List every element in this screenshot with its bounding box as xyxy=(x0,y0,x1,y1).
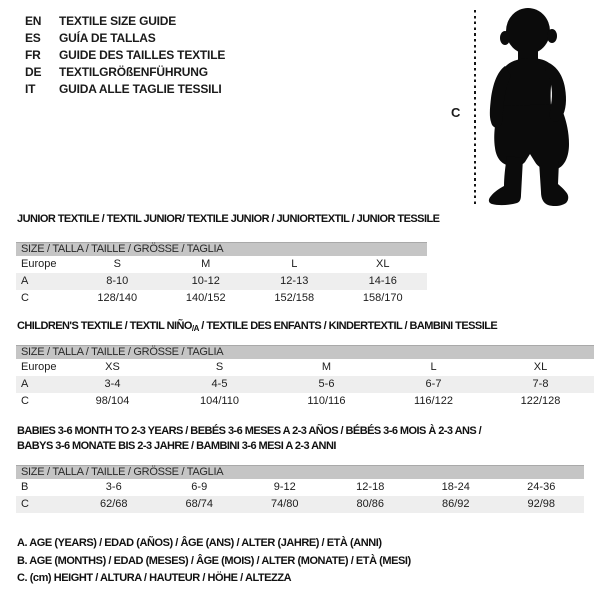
age-cell: 7-8 xyxy=(487,376,594,393)
height-dotted-line xyxy=(474,10,476,206)
guide-title-en: TEXTILE SIZE GUIDE xyxy=(59,14,177,28)
table-row xyxy=(16,479,584,496)
table-row xyxy=(16,359,594,376)
junior-textile-section xyxy=(16,213,440,308)
height-cell: 74/80 xyxy=(242,496,328,513)
height-cell: 104/110 xyxy=(200,395,239,407)
height-cell: 110/116 xyxy=(307,395,346,407)
language-row-it xyxy=(25,81,225,98)
height-cell: 92/98 xyxy=(499,496,585,513)
row-label: B xyxy=(21,481,29,493)
babies-size-table xyxy=(16,479,584,513)
children-title-suffix: / TEXTILE DES ENFANTS / KINDERTEXTIL / BAMBINI TESSILE xyxy=(198,320,498,332)
size-cell: L xyxy=(291,258,298,270)
row-label: C xyxy=(21,292,29,304)
size-cell: S xyxy=(215,361,224,373)
language-code: FR xyxy=(25,48,41,62)
age-cell: 6-9 xyxy=(191,481,208,493)
language-row-es xyxy=(25,30,225,47)
junior-size-table xyxy=(16,256,427,307)
language-row-de xyxy=(25,64,225,81)
language-row-fr xyxy=(25,47,225,64)
size-cell: S xyxy=(113,258,121,270)
row-label: C xyxy=(21,395,29,407)
children-size-table xyxy=(16,359,594,410)
size-bar-label: SIZE / TALLA / TAILLE / GRÖSSE / TAGLIA xyxy=(21,243,224,255)
row-label: A xyxy=(16,273,73,290)
size-cell: XS xyxy=(105,361,120,373)
size-header-bar xyxy=(16,345,594,359)
size-header-bar xyxy=(16,465,584,479)
height-cell: 68/74 xyxy=(157,496,243,513)
guide-title-es: GUÍA DE TALLAS xyxy=(59,31,156,45)
table-row xyxy=(16,256,427,273)
language-row-en xyxy=(25,13,225,30)
age-cell: 3-4 xyxy=(59,376,166,393)
language-code: IT xyxy=(25,82,36,96)
age-cell: 10-12 xyxy=(162,273,251,290)
height-cell: 122/128 xyxy=(520,395,561,407)
height-cell: 80/86 xyxy=(328,496,414,513)
legend-line-a: A. AGE (YEARS) / EDAD (AÑOS) / ÂGE (ANS) / ALTER (JAHRE) / ETÀ (ANNI) xyxy=(17,537,382,549)
age-cell: 4-5 xyxy=(166,376,273,393)
table-row xyxy=(16,393,594,410)
size-cell: XL xyxy=(533,361,548,373)
size-cell: L xyxy=(430,361,437,373)
language-code: EN xyxy=(25,14,42,28)
height-cell: 86/92 xyxy=(413,496,499,513)
size-cell: M xyxy=(201,258,211,270)
row-label: C xyxy=(16,496,71,513)
row-label: Europe xyxy=(21,361,57,373)
children-title-prefix: CHILDREN'S TEXTILE / TEXTIL NIÑO xyxy=(17,320,192,332)
babies-title-line2: BABYS 3-6 MONATE BIS 2-3 JAHRE / BAMBINI 3-6 MESI A 2-3 ANNI xyxy=(17,440,336,452)
legend-line-c: C. (cm) HEIGHT / ALTURA / HAUTEUR / HÖHE / ALTEZZA xyxy=(17,572,292,584)
age-cell: 3-6 xyxy=(105,481,122,493)
guide-title-fr: GUIDE DES TAILLES TEXTILE xyxy=(59,48,226,62)
size-cell: XL xyxy=(376,258,390,270)
size-bar-label: SIZE / TALLA / TAILLE / GRÖSSE / TAGLIA xyxy=(21,466,224,478)
table-row xyxy=(16,290,427,307)
size-bar-label: SIZE / TALLA / TAILLE / GRÖSSE / TAGLIA xyxy=(21,346,224,358)
age-cell: 5-6 xyxy=(273,376,380,393)
age-cell: 6-7 xyxy=(380,376,487,393)
babies-textile-section xyxy=(16,424,584,514)
babies-table-title xyxy=(17,424,481,454)
height-cell: 116/122 xyxy=(414,395,453,407)
height-cell: 140/152 xyxy=(185,292,226,304)
junior-table-title: JUNIOR TEXTILE / TEXTIL JUNIOR/ TEXTILE JUNIOR / JUNIORTEXTIL / JUNIOR TESSILE xyxy=(17,213,440,225)
language-title-list xyxy=(25,13,225,98)
height-measure-label: C xyxy=(451,105,461,120)
age-cell: 12-18 xyxy=(356,481,385,493)
height-cell: 128/140 xyxy=(97,292,138,304)
children-title-subscript: /A xyxy=(191,324,199,333)
table-row xyxy=(16,496,584,513)
language-code: ES xyxy=(25,31,41,45)
height-cell: 98/104 xyxy=(95,395,130,407)
row-label: Europe xyxy=(21,258,57,270)
age-cell: 9-12 xyxy=(273,481,296,493)
age-cell: 24-36 xyxy=(527,481,556,493)
measurement-legend xyxy=(17,535,411,588)
height-cell: 158/170 xyxy=(362,292,403,304)
children-textile-section xyxy=(16,320,594,411)
guide-title-it: GUIDA ALLE TAGLIE TESSILI xyxy=(59,82,222,96)
guide-title-de: TEXTILGRÖßENFÜHRUNG xyxy=(59,65,208,79)
row-label: A xyxy=(16,376,59,393)
height-cell: 62/68 xyxy=(71,496,157,513)
language-code: DE xyxy=(25,65,42,79)
age-cell: 14-16 xyxy=(339,273,428,290)
age-cell: 18-24 xyxy=(441,481,470,493)
babies-title-line1: BABIES 3-6 MONTH TO 2-3 YEARS / BEBÉS 3-6 MESES A 2-3 AÑOS / BÉBÉS 3-6 MOIS À 2-3 ANS / xyxy=(17,425,482,437)
table-row xyxy=(16,376,594,393)
table-row xyxy=(16,273,427,290)
height-cell: 152/158 xyxy=(274,292,315,304)
children-table-title xyxy=(17,320,497,333)
age-cell: 8-10 xyxy=(73,273,162,290)
age-cell: 12-13 xyxy=(250,273,339,290)
legend-line-b: B. AGE (MONTHS) / EDAD (MESES) / ÂGE (MOIS) / ALTER (MONATE) / ETÀ (MESI) xyxy=(17,554,411,567)
size-header-bar xyxy=(16,242,427,256)
size-cell: M xyxy=(321,361,332,373)
baby-silhouette-icon xyxy=(487,6,593,209)
